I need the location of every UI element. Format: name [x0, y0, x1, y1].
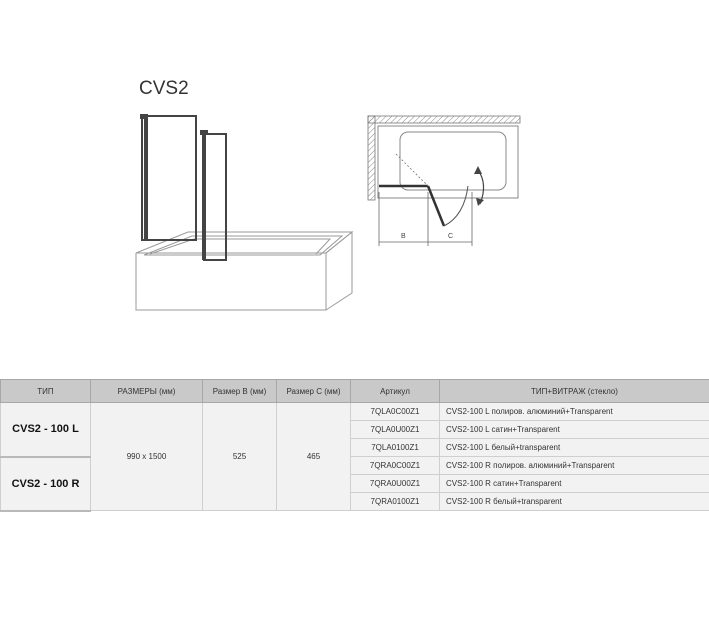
type-cell: CVS2 - 100 L — [1, 403, 91, 457]
type-cell: CVS2 - 100 R — [1, 457, 91, 511]
article-cell: 7QRA0U00Z1 — [351, 475, 440, 493]
spec-table — [0, 379, 709, 512]
desc-cell: CVS2-100 R белый+transparent — [440, 493, 709, 511]
article-cell: 7QLA0U00Z1 — [351, 421, 440, 439]
article-cell: 7QRA0100Z1 — [351, 493, 440, 511]
header-dimensions: РАЗМЕРЫ (мм) — [91, 380, 203, 403]
size-b-cell: 525 — [203, 403, 277, 511]
desc-cell: CVS2-100 L полиров. алюминий+Transparent — [440, 403, 709, 421]
header-size-b: Размер B (мм) — [203, 380, 277, 403]
bath-screen-drawing — [130, 108, 360, 348]
size-c-cell: 465 — [277, 403, 351, 511]
article-cell: 7QRA0C00Z1 — [351, 457, 440, 475]
header-type: ТИП — [1, 380, 91, 403]
table-header-row — [1, 380, 709, 403]
table-row — [1, 403, 709, 421]
product-title: CVS2 — [139, 78, 189, 99]
dimension-b-label: B — [401, 233, 406, 240]
header-article: Артикул — [351, 380, 440, 403]
desc-cell: CVS2-100 L белый+transparent — [440, 439, 709, 457]
plan-view-drawing — [360, 108, 530, 258]
desc-cell: CVS2-100 R сатин+Transparent — [440, 475, 709, 493]
article-cell: 7QLA0C00Z1 — [351, 403, 440, 421]
dimension-c-label: C — [448, 233, 454, 240]
desc-cell: CVS2-100 L сатин+Transparent — [440, 421, 709, 439]
article-cell: 7QLA0100Z1 — [351, 439, 440, 457]
header-size-c: Размер C (мм) — [277, 380, 351, 403]
header-type-glass: ТИП+ВИТРАЖ (стекло) — [440, 380, 709, 403]
size-cell: 990 x 1500 — [91, 403, 203, 511]
desc-cell: CVS2-100 R полиров. алюминий+Transparent — [440, 457, 709, 475]
